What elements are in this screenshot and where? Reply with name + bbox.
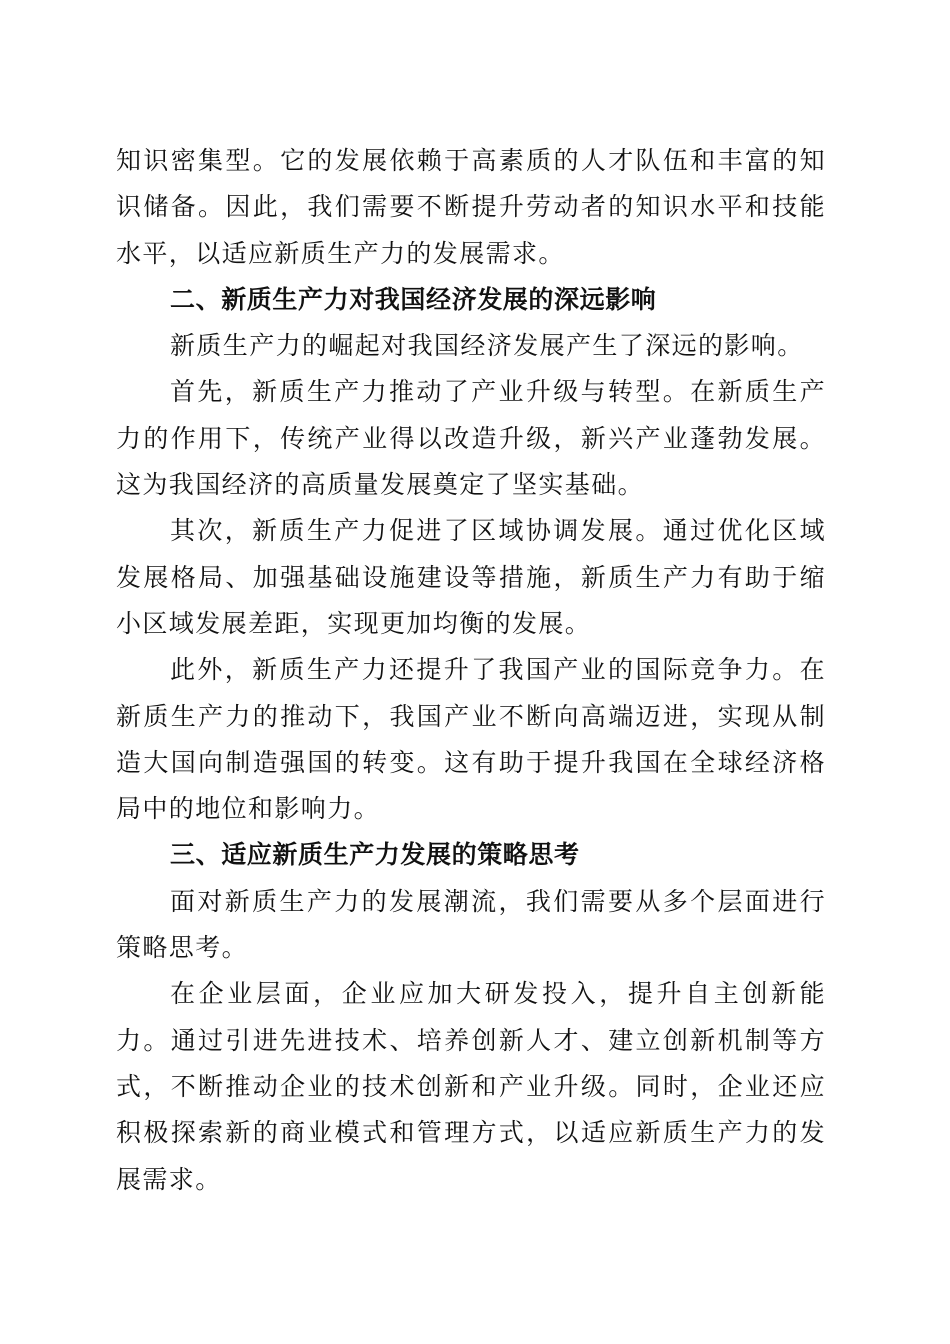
paragraph: 首先，新质生产力推动了产业升级与转型。在新质生产力的作用下，传统产业得以改造升级，新兴产业蓬勃发展。这为我国经济的高质量发展奠定了坚实基础。 (116, 377, 826, 500)
section-heading-3: 三、适应新质生产力发展的策略思考 (170, 840, 580, 870)
paragraph: 在企业层面，企业应加大研发投入，提升自主创新能力。通过引进先进技术、培养创新人才、建立创新机制等方式，不断推动企业的技术创新和产业升级。同时，企业还应积极探索新的商业模式和管理方式，以适应新质生产力的发展需求。 (116, 979, 826, 1194)
document-page (116, 138, 826, 1203)
paragraph: 其次，新质生产力促进了区域协调发展。通过优化区域发展格局、加强基础设施建设等措施，新质生产力有助于缩小区域发展差距，实现更加均衡的发展。 (116, 516, 826, 638)
paragraph: 面对新质生产力的发展潮流，我们需要从多个层面进行策略思考。 (116, 886, 826, 963)
section-heading-2: 二、新质生产力对我国经济发展的深远影响 (170, 284, 657, 314)
paragraph: 此外，新质生产力还提升了我国产业的国际竞争力。在新质生产力的推动下，我国产业不断向高端迈进，实现从制造大国向制造强国的转变。这有助于提升我国在全球经济格局中的地位和影响力。 (116, 655, 826, 824)
paragraph-continuation: 知识密集型。它的发展依赖于高素质的人才队伍和丰富的知识储备。因此，我们需要不断提升劳动者的知识水平和技能水平，以适应新质生产力的发展需求。 (116, 146, 826, 268)
paragraph: 新质生产力的崛起对我国经济发展产生了深远的影响。 (170, 331, 804, 361)
